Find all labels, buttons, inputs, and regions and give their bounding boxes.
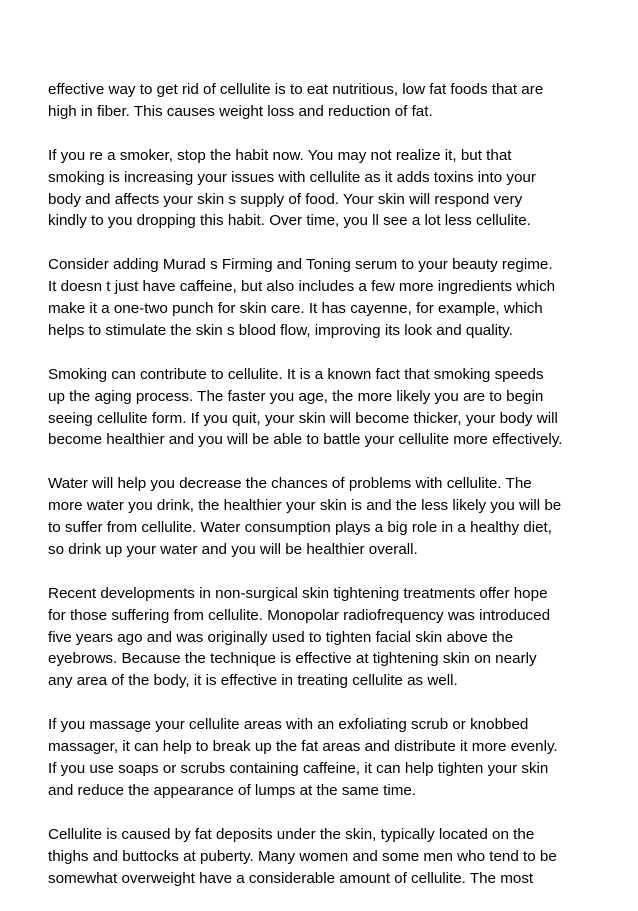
paragraph xyxy=(48,364,623,452)
text-line: to suffer from cellulite. Water consumption plays a big role in a healthy diet, xyxy=(48,519,552,537)
text-line: more water you drink, the healthier your skin is and the less likely you will be xyxy=(48,497,562,515)
text-line: If you massage your cellulite areas with an exfoliating scrub or knobbed xyxy=(48,716,529,734)
text-line: seeing cellulite form. If you quit, your skin will become thicker, your body will xyxy=(48,409,558,427)
text-line: massager, it can help to break up the fat areas and distribute it more evenly. xyxy=(48,738,558,756)
paragraph xyxy=(48,824,623,890)
document-body xyxy=(48,79,623,911)
text-line: become healthier and you will be able to battle your cellulite more effectively. xyxy=(48,431,563,449)
text-line: for those suffering from cellulite. Monopolar radiofrequency was introduced xyxy=(48,606,551,624)
paragraph xyxy=(48,473,623,561)
text-line: and reduce the appearance of lumps at the same time. xyxy=(48,781,417,799)
text-line: body and affects your skin s supply of food. Your skin will respond very xyxy=(48,190,523,208)
text-line: smoking is increasing your issues with cellulite as it adds toxins into your xyxy=(48,168,536,186)
text-line: helps to stimulate the skin s blood flow, improving its look and quality. xyxy=(48,321,513,339)
paragraph xyxy=(48,254,623,342)
paragraph xyxy=(48,714,623,802)
text-line: Water will help you decrease the chances of problems with cellulite. The xyxy=(48,475,532,493)
text-line: any area of the body, it is effective in treating cellulite as well. xyxy=(48,672,458,690)
text-line: If you re a smoker, stop the habit now. You may not realize it, but that xyxy=(48,146,512,164)
paragraph xyxy=(48,145,623,233)
text-line: somewhat overweight have a considerable amount of cellulite. The most xyxy=(48,869,534,887)
text-line: up the aging process. The faster you age, the more likely you are to begin xyxy=(48,387,544,405)
text-line: Smoking can contribute to cellulite. It is a known fact that smoking speeds xyxy=(48,365,544,383)
text-line: five years ago and was originally used to tighten facial skin above the xyxy=(48,628,514,646)
text-line: Recent developments in non-surgical skin tightening treatments offer hope xyxy=(48,584,548,602)
text-line: If you use soaps or scrubs containing caffeine, it can help tighten your skin xyxy=(48,760,549,777)
text-line: Cellulite is caused by fat deposits under the skin, typically located on the xyxy=(48,825,535,843)
text-line: eyebrows. Because the technique is effective at tightening skin on nearly xyxy=(48,650,537,668)
text-line: high in fiber. This causes weight loss and reduction of fat. xyxy=(48,102,433,120)
text-line: Consider adding Murad s Firming and Toning serum to your beauty regime. xyxy=(48,256,553,274)
text-line: kindly to you dropping this habit. Over time, you ll see a lot less cellulite. xyxy=(48,212,531,230)
text-line: so drink up your water and you will be healthier overall. xyxy=(48,540,418,558)
paragraph xyxy=(48,583,623,693)
text-line: make it a one-two punch for skin care. It has cayenne, for example, which xyxy=(48,300,543,318)
paragraph xyxy=(48,79,623,123)
text-line: It doesn t just have caffeine, but also includes a few more ingredients which xyxy=(48,278,556,296)
text-line: effective way to get rid of cellulite is to eat nutritious, low fat foods that are xyxy=(48,81,544,98)
text-line: thighs and buttocks at puberty. Many women and some men who tend to be xyxy=(48,847,557,865)
